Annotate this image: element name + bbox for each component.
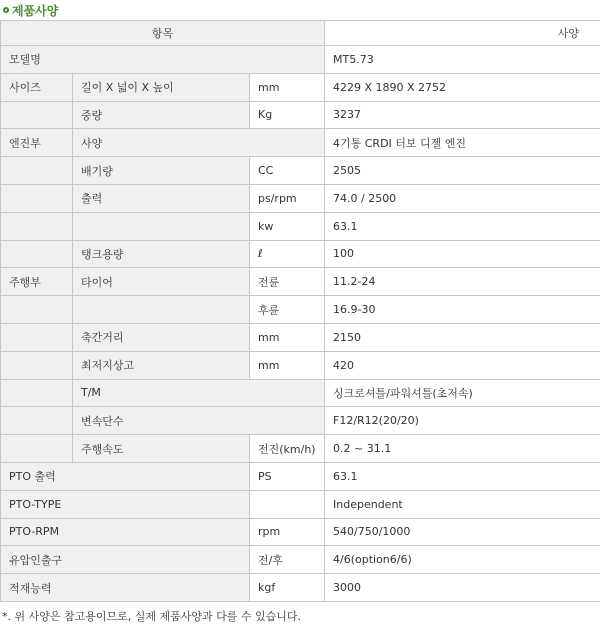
row-label: 배기량: [73, 157, 250, 185]
row-value: 16.9-30: [325, 296, 600, 324]
table-row: [1, 101, 600, 129]
row-unit: 전륜: [250, 268, 325, 296]
row-label: 중량: [73, 101, 250, 129]
row-unit: CC: [250, 157, 325, 185]
table-row: [1, 296, 600, 324]
row-value: 63.1: [325, 212, 600, 240]
row-value: F12/R12(20/20): [325, 407, 600, 435]
group-label: 사이즈: [1, 73, 73, 101]
row-label: 주행속도: [73, 435, 250, 463]
table-row: [1, 490, 600, 518]
row-unit: PS: [250, 462, 325, 490]
table-row: [1, 435, 600, 463]
row-unit: mm: [250, 323, 325, 351]
footnote: *. 위 사양은 참고용이므로, 실제 제품사양과 다를 수 있습니다.: [2, 609, 301, 623]
row-value: 63.1: [325, 462, 600, 490]
table-row: [1, 240, 600, 268]
row-unit: rpm: [250, 518, 325, 546]
row-value: 100: [325, 240, 600, 268]
table-header-row: [1, 21, 600, 46]
row-value: 11.2-24: [325, 268, 600, 296]
row-unit: ps/rpm: [250, 184, 325, 212]
table-row: [1, 546, 600, 574]
row-label: PTO 출력: [1, 462, 250, 490]
row-value: 4기통 CRDI 터보 디젤 엔진: [325, 129, 600, 157]
table-row: [1, 212, 600, 240]
row-label: 모델명: [1, 46, 325, 74]
row-value: MT5.73: [325, 46, 600, 74]
table-row: [1, 268, 600, 296]
spec-table: [0, 20, 600, 602]
row-label: T/M: [73, 379, 325, 407]
table-row: [1, 73, 600, 101]
row-value: 0.2 ~ 31.1: [325, 435, 600, 463]
table-row: [1, 462, 600, 490]
row-unit: ℓ: [250, 240, 325, 268]
group-label: 엔진부: [1, 129, 73, 157]
row-label: 길이 X 넓이 X 높이: [73, 73, 250, 101]
row-unit: mm: [250, 73, 325, 101]
row-value: 3237: [325, 101, 600, 129]
header-spec: 사양: [325, 21, 600, 46]
section-title: [0, 0, 600, 20]
row-label: 적재능력: [1, 574, 250, 602]
row-value: 2150: [325, 323, 600, 351]
row-unit: mm: [250, 351, 325, 379]
row-label: 최저지상고: [73, 351, 250, 379]
table-row: [1, 184, 600, 212]
row-label: 축간거리: [73, 323, 250, 351]
row-label: 출력: [73, 184, 250, 212]
row-label: 타이어: [73, 268, 250, 296]
row-label: PTO-RPM: [1, 518, 250, 546]
table-row: [1, 46, 600, 74]
row-value: 420: [325, 351, 600, 379]
row-label: PTO-TYPE: [1, 490, 250, 518]
row-value: 3000: [325, 574, 600, 602]
table-row: [1, 351, 600, 379]
row-value: 2505: [325, 157, 600, 185]
row-value: 4229 X 1890 X 2752: [325, 73, 600, 101]
row-label: 사양: [73, 129, 325, 157]
circle-bullet-icon: [3, 7, 9, 13]
row-unit: 전/후: [250, 546, 325, 574]
table-row: [1, 574, 600, 602]
section-title-text: 제품사양: [12, 3, 59, 18]
table-row: [1, 518, 600, 546]
row-label: 유압인출구: [1, 546, 250, 574]
row-unit: kgf: [250, 574, 325, 602]
table-row: [1, 379, 600, 407]
row-label: 탱크용량: [73, 240, 250, 268]
table-row: [1, 323, 600, 351]
row-value: 540/750/1000: [325, 518, 600, 546]
group-label: 주행부: [1, 268, 73, 296]
table-row: [1, 129, 600, 157]
row-value: 싱크로셔틀/파워셔틀(초저속): [325, 379, 600, 407]
row-unit: 후륜: [250, 296, 325, 324]
row-value: Independent: [325, 490, 600, 518]
row-value: 74.0 / 2500: [325, 184, 600, 212]
header-item: 항목: [1, 21, 325, 46]
table-row: [1, 157, 600, 185]
row-unit: 전진(km/h): [250, 435, 325, 463]
row-unit: Kg: [250, 101, 325, 129]
row-label: 변속단수: [73, 407, 325, 435]
row-value: 4/6(option6/6): [325, 546, 600, 574]
row-unit: kw: [250, 212, 325, 240]
table-row: [1, 407, 600, 435]
